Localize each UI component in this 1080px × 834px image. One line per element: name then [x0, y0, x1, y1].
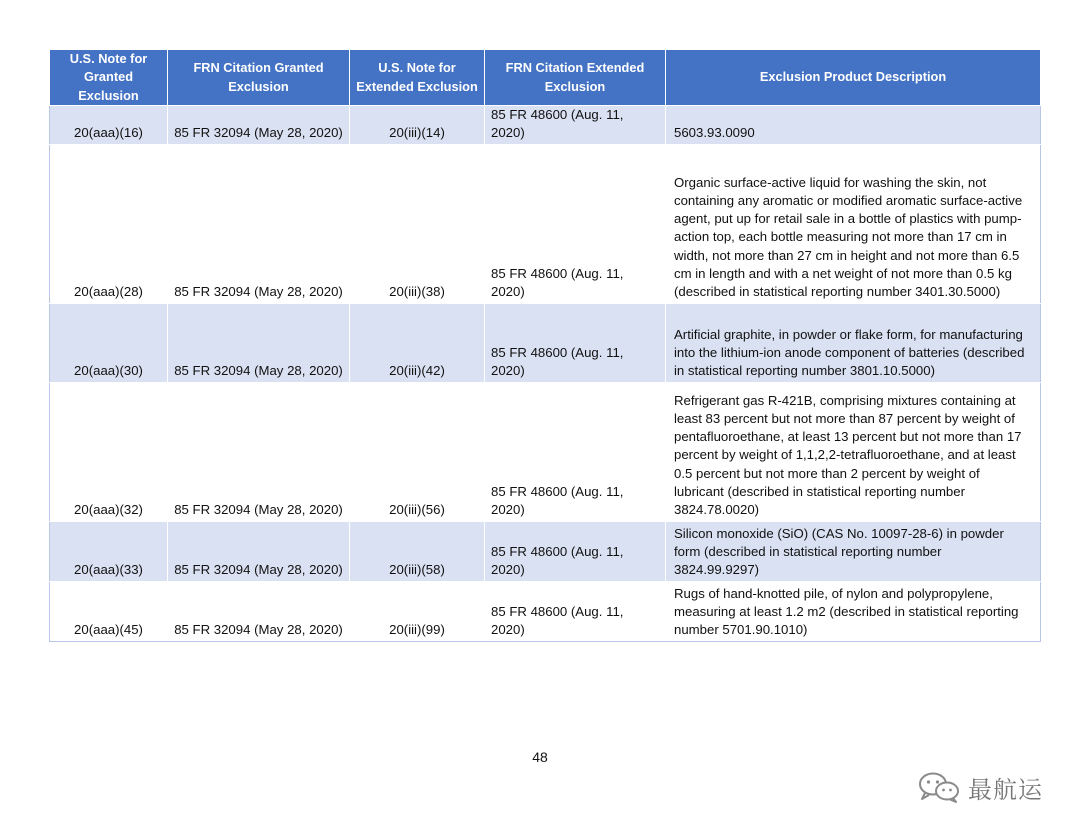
cell-description: Organic surface-active liquid for washing the skin, not containing any aromatic or modified aromatic surface-active agent, put up for retail sale in a bottle of plastics with pump-action top, each bottle measuring not more than 17 cm in width, not more than 27 cm in height and not more than 6.5 cm in length and with a net weight of not more than 0.5 kg (described in statistical reporting number 3401.30.5000) [666, 144, 1041, 303]
header-frn-citation-granted: FRN Citation Granted Exclusion [168, 50, 350, 106]
header-us-note-granted: U.S. Note for Granted Exclusion [50, 50, 168, 106]
page-number: 48 [532, 749, 548, 765]
cell-frn-extended: 85 FR 48600 (Aug. 11, 2020) [485, 144, 666, 303]
cell-us-note-extended: 20(iii)(58) [350, 521, 485, 581]
table-row [50, 106, 1041, 145]
cell-description: Silicon monoxide (SiO) (CAS No. 10097-28-6) in powder form (described in statistical reporting number 3824.99.9297) [666, 521, 1041, 581]
cell-description: Refrigerant gas R-421B, comprising mixtures containing at least 83 percent but not more than 87 percent by weight of pentafluoroethane, at least 13 percent but not more than 17 percent by weight of 1,1,2,2-tetrafluoroethane, and at least 0.5 percent but not more than 2 percent by weight of lubricant (described in statistical reporting number 3824.78.0020) [666, 382, 1041, 521]
table-row [50, 382, 1041, 521]
cell-us-note-granted: 20(aaa)(45) [50, 581, 168, 641]
table-header-row [50, 50, 1041, 106]
wechat-icon [916, 770, 962, 804]
cell-frn-extended: 85 FR 48600 (Aug. 11, 2020) [485, 382, 666, 521]
cell-frn-granted: 85 FR 32094 (May 28, 2020) [168, 144, 350, 303]
cell-us-note-extended: 20(iii)(56) [350, 382, 485, 521]
cell-frn-extended: 85 FR 48600 (Aug. 11, 2020) [485, 303, 666, 382]
cell-frn-granted: 85 FR 32094 (May 28, 2020) [168, 521, 350, 581]
cell-description: Rugs of hand-knotted pile, of nylon and polypropylene, measuring at least 1.2 m2 (described in statistical reporting number 5701.90.1010) [666, 581, 1041, 641]
table-row [50, 581, 1041, 641]
cell-us-note-granted: 20(aaa)(16) [50, 106, 168, 145]
cell-us-note-granted: 20(aaa)(30) [50, 303, 168, 382]
cell-frn-extended: 85 FR 48600 (Aug. 11, 2020) [485, 106, 666, 145]
cell-description: 5603.93.0090 [666, 106, 1041, 145]
header-frn-citation-extended: FRN Citation Extended Exclusion [485, 50, 666, 106]
watermark [916, 767, 1043, 807]
table-row [50, 521, 1041, 581]
table-row [50, 144, 1041, 303]
cell-frn-extended: 85 FR 48600 (Aug. 11, 2020) [485, 581, 666, 641]
exclusions-table [49, 49, 1041, 642]
cell-frn-extended: 85 FR 48600 (Aug. 11, 2020) [485, 521, 666, 581]
cell-frn-granted: 85 FR 32094 (May 28, 2020) [168, 382, 350, 521]
cell-frn-granted: 85 FR 32094 (May 28, 2020) [168, 106, 350, 145]
cell-us-note-extended: 20(iii)(38) [350, 144, 485, 303]
cell-us-note-extended: 20(iii)(42) [350, 303, 485, 382]
header-product-description: Exclusion Product Description [666, 50, 1041, 106]
cell-us-note-granted: 20(aaa)(28) [50, 144, 168, 303]
cell-frn-granted: 85 FR 32094 (May 28, 2020) [168, 303, 350, 382]
cell-description: Artificial graphite, in powder or flake form, for manufacturing into the lithium-ion anode component of batteries (described in statistical reporting number 3801.10.5000) [666, 303, 1041, 382]
header-us-note-extended: U.S. Note for Extended Exclusion [350, 50, 485, 106]
watermark-text: 最航运 [968, 775, 1043, 804]
table-row [50, 303, 1041, 382]
cell-frn-granted: 85 FR 32094 (May 28, 2020) [168, 581, 350, 641]
cell-us-note-granted: 20(aaa)(33) [50, 521, 168, 581]
cell-us-note-extended: 20(iii)(99) [350, 581, 485, 641]
cell-us-note-granted: 20(aaa)(32) [50, 382, 168, 521]
cell-us-note-extended: 20(iii)(14) [350, 106, 485, 145]
